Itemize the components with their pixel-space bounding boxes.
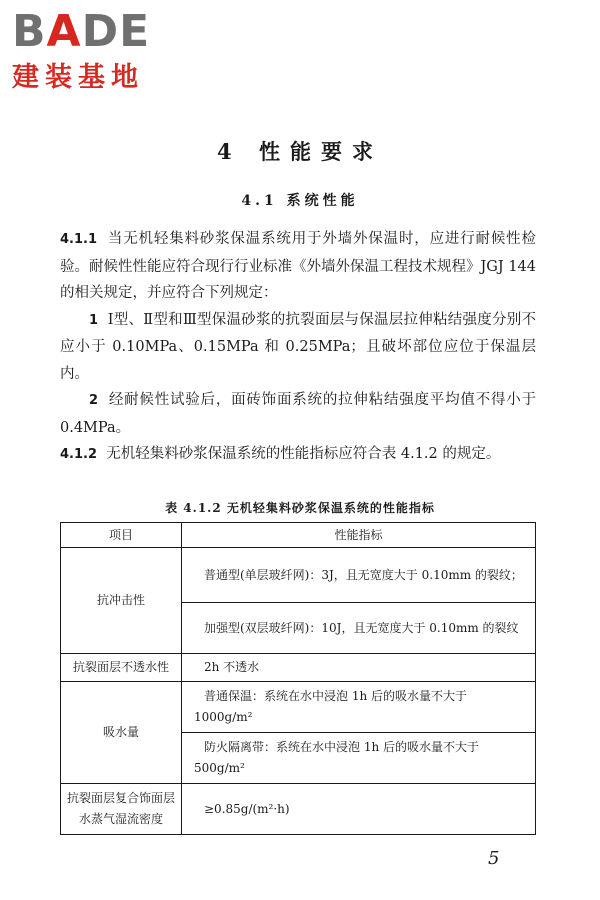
item-text: Ⅰ型、Ⅱ型和Ⅲ型保温砂浆的抗裂面层与保温层拉伸粘结强度分别不应小于 0.10MPa、0.15MPa 和 0.25MPa；且破坏部位应位于保温层内。 — [60, 311, 536, 382]
row-value: ≥0.85g/(m²·h) — [182, 784, 536, 835]
performance-table — [60, 522, 536, 835]
table-row — [61, 654, 536, 682]
row-item-vapor: 抗裂面层复合饰面层水蒸气湿流密度 — [61, 784, 182, 835]
clause-item-2 — [60, 387, 536, 441]
item-number: 2 — [89, 393, 99, 408]
row-value: 普通保温：系统在水中浸泡 1h 后的吸水量不大于 1000g/m² — [182, 682, 536, 733]
item-text: 经耐候性试验后，面砖饰面系统的拉伸粘结强度平均值不得小于 0.4MPa。 — [60, 392, 537, 436]
section-title: 4.1 系统性能 — [241, 193, 359, 209]
row-value: 加强型(双层玻纤网)：10J，且无宽度大于 0.10mm 的裂纹 — [182, 603, 536, 654]
row-value: 防火隔离带：系统在水中浸泡 1h 后的吸水量不大于 500g/m² — [182, 733, 536, 784]
header-index: 性能指标 — [182, 523, 536, 548]
table-row — [61, 784, 536, 835]
row-item-water-absorption: 吸水量 — [61, 682, 182, 784]
item-number: 1 — [89, 312, 99, 328]
clause-text: 当无机轻集料砂浆保温系统用于外墙外保温时，应进行耐候性检验。耐候性性能应符合现行行业标准《外墙外保温工程技术规程》JGJ 144 的相关规定，并应符合下列规定： — [60, 231, 536, 301]
body-text — [60, 226, 536, 469]
row-item-impact: 抗冲击性 — [61, 548, 182, 654]
page-number: 5 — [488, 848, 500, 869]
clause-number: 4.1.1 — [60, 232, 98, 247]
table-row — [61, 682, 536, 733]
logo-subtitle: 建装基地 — [12, 62, 144, 93]
clause-number: 4.1.2 — [60, 447, 98, 462]
row-value: 2h 不透水 — [182, 654, 536, 682]
header-item: 项目 — [61, 523, 182, 548]
clause-text: 无机轻集料砂浆保温系统的性能指标应符合表 4.1.2 的规定。 — [106, 446, 501, 462]
bade-logo — [12, 8, 192, 94]
logo-wordmark: BADE — [12, 6, 151, 57]
chapter-title: 4 性能要求 — [217, 139, 383, 164]
table-header-row — [61, 523, 536, 548]
table-row — [61, 548, 536, 603]
clause-4-1-1 — [60, 226, 536, 307]
table-caption: 表 4.1.2 无机轻集料砂浆保温系统的性能指标 — [165, 501, 435, 515]
row-item-waterproof: 抗裂面层不透水性 — [61, 654, 182, 682]
clause-item-1 — [60, 307, 536, 388]
row-value: 普通型(单层玻纤网)：3J，且无宽度大于 0.10mm 的裂纹； — [182, 548, 536, 603]
clause-4-1-2 — [60, 441, 536, 469]
